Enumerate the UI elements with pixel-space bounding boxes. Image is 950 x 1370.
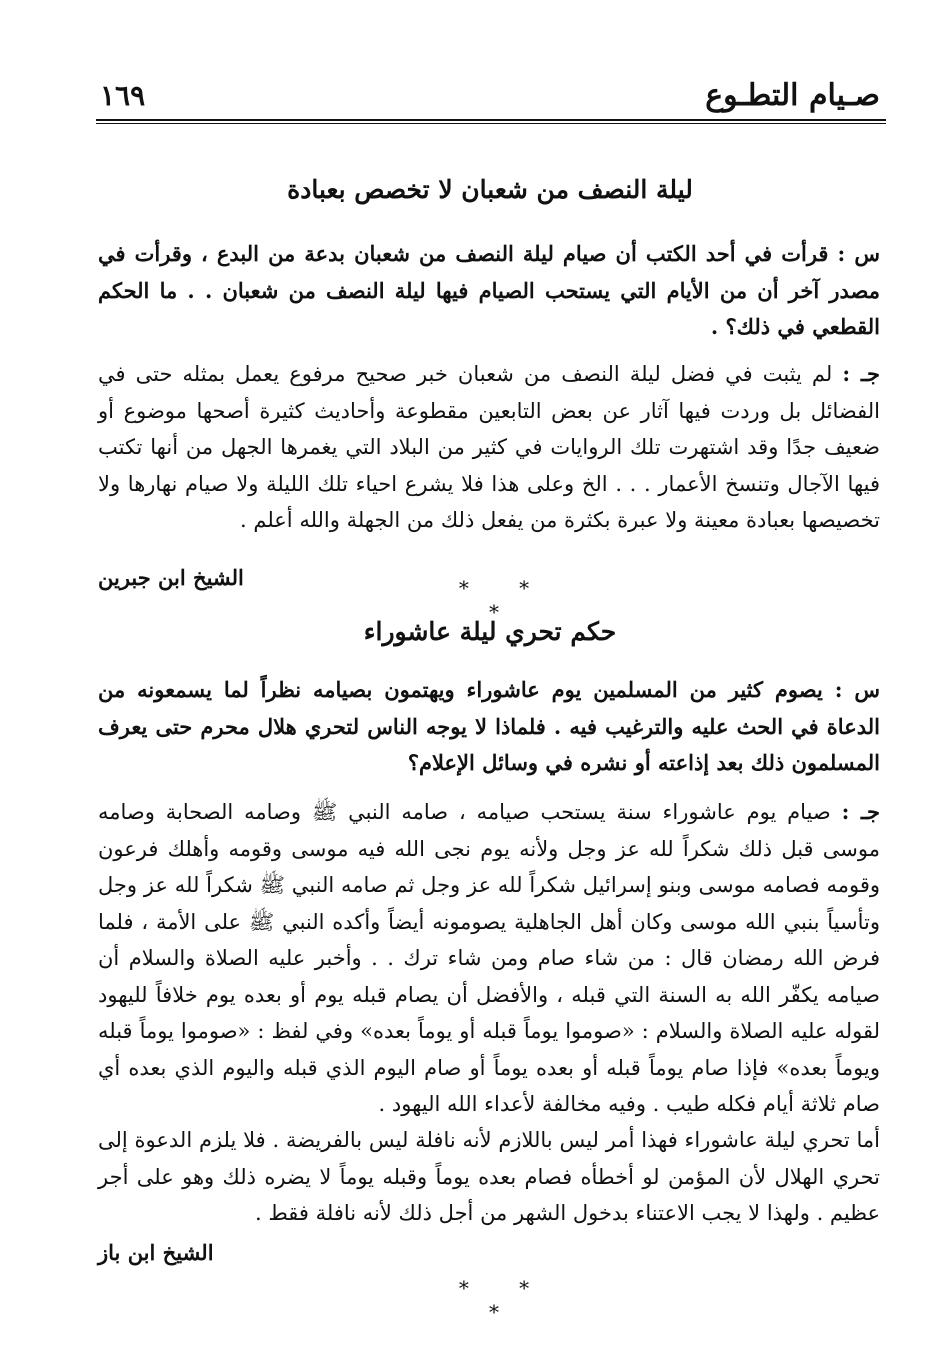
- answer-text: صيام يوم عاشوراء سنة يستحب صيامه ، صامه النبي ﷺ وصامه الصحابة وصامه موسى قبل ذلك شكراً لله عز وجل ولأنه يوم نجى الله فيه موسى وقومه وأهلك فرعون وقومه فصامه موسى وبنو إسرائيل شكراً لله عز وجل ثم صامه النبي ﷺ شكراً لله عز وجل وتأسياً بنبي الله موسى وكان أهل الجاهلية يصومونه أيضاً وأكده النبي ﷺ على الأمة ، فلما فرض الله رمضان قال : من شاء صام ومن شاء ترك . . وأخبر عليه الصلاة والسلام أن صيامه يكفّر الله به السنة التي قبله ، والأفضل أن يصام قبله يوم أو بعده يوم خلافاً لليهود لقوله عليه الصلاة والسلام : «صوموا يوماً قبله أو يوماً بعده» وفي لفظ : «صوموا يوماً قبله ويوماً بعده» فإذا صام يوماً قبله أو بعده يوماً أو صام اليوم الذي قبله واليوم الذي بعده أي صام ثلاثة أيام فكله طيب . وفيه مخالفة لأعداء الله اليهود .: [98, 800, 880, 1116]
- separator-2: * * *: [458, 1276, 552, 1324]
- question-text: قرأت في أحد الكتب أن صيام ليلة النصف من شعبان بدعة من البدع ، وقرأت في مصدر آخر أن من الأيام التي يستحب الصيام فيها ليلة النصف من شعبان . . ما الحكم القطعي في ذلك؟ .: [98, 241, 880, 339]
- answer-prefix: جـ :: [842, 361, 880, 386]
- question-text: يصوم كثير من المسلمين يوم عاشوراء ويهتمون بصيامه نظراً لما يسمعونه من الدعاة في الحث عليه والترغيب فيه . فلماذا لا يوجه الناس لتحري هلال محرم حتى يعرف المسلمون ذلك بعد إذاعته أو نشره في وسائل الإعلام؟: [98, 677, 880, 775]
- page-header: [100, 68, 880, 116]
- answer-2: [98, 794, 880, 1123]
- signature-2: الشيخ ابن باز: [98, 1240, 214, 1265]
- question-2: [98, 672, 880, 782]
- answer-1: [98, 356, 880, 539]
- running-title: صـيام التطـوع: [705, 78, 880, 113]
- answer-2-continued: [98, 1122, 880, 1232]
- answer-text: لم يثبت في فضل ليلة النصف من شعبان خبر صحيح مرفوع يعمل بمثله حتى في الفضائل بل وردت فيها آثار عن بعض التابعين مقطوعة وأحاديث كثيرة أصحها موضوع أو ضعيف جدًا وقد اشتهرت تلك الروايات في كثير من البلاد التي يغمرها الجهل من أنها تكتب فيها الآجال وتنسخ الأعمار . . . الخ وعلى هذا فلا يشرع احياء تلك الليلة ولا صيام نهارها ولا تخصيصها بعبادة معينة ولا عبرة بكثرة من يفعل ذلك من الجهلة والله أعلم .: [98, 362, 880, 532]
- section-title-2: حكم تحري ليلة عاشوراء: [363, 617, 617, 646]
- page-number: ١٦٩: [100, 79, 146, 112]
- header-rule: [96, 119, 886, 124]
- question-prefix: س :: [834, 677, 880, 702]
- question-prefix: س :: [837, 241, 880, 266]
- answer-text: أما تحري ليلة عاشوراء فهذا أمر ليس باللازم لأنه نافلة ليس بالفريضة . فلا يلزم الدعوة إلى تحري الهلال لأن المؤمن لو أخطأه فصام بعده يوماً وقبله يوماً لا يضره ذلك وهو على أجر عظيم . ولهذا لا يجب الاعتناء بدخول الشهر من أجل ذلك لأنه نافلة فقط .: [98, 1128, 880, 1225]
- signature-1: الشيخ ابن جبرين: [98, 565, 244, 590]
- section-title-1: ليلة النصف من شعبان لا تخصص بعبادة: [287, 175, 693, 204]
- separator-1: * * *: [458, 576, 552, 624]
- answer-prefix: جـ :: [841, 799, 881, 824]
- question-1: [98, 236, 880, 346]
